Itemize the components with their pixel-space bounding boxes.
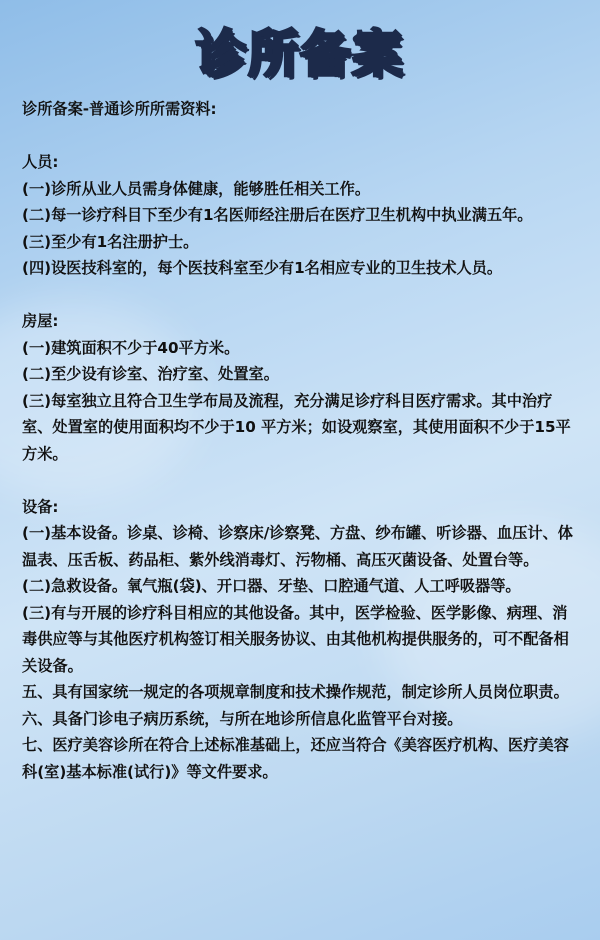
intro-line: 诊所备案-普通诊所所需资料: — [22, 100, 217, 118]
list-item: (一)诊所从业人员需身体健康，能够胜任相关工作。 — [22, 179, 371, 198]
list-item: (一)建筑面积不少于40平方米。 — [22, 338, 240, 357]
list-item: (三)至少有1名注册护士。 — [22, 232, 199, 251]
section-heading-premises: 房屋: — [22, 312, 59, 330]
list-item: (四)设医技科室的，每个医技科室至少有1名相应专业的卫生技术人员。 — [22, 259, 503, 277]
list-item: (三)有与开展的诊疗科目相应的其他设备。其中，医学检验、医学影像、病理、消毒供应等与其他医疗机构签订相关服务协议、由其他机构提供服务的，可不配备相关设备。 — [22, 603, 569, 675]
list-item: (一)基本设备。诊桌、诊椅、诊察床/诊察凳、方盘、纱布罐、听诊器、血压计、体温表、压舌板、药品柜、紫外线消毒灯、污物桶、高压灭菌设备、处置台等。 — [22, 524, 573, 569]
list-item: 五、具有国家统一规定的各项规章制度和技术操作规范，制定诊所人员岗位职责。 — [22, 683, 569, 701]
list-item: (二)每一诊疗科目下至少有1名医师经注册后在医疗卫生机构中执业满五年。 — [22, 206, 533, 224]
section-heading-equipment: 设备: — [22, 497, 59, 516]
page-title: 诊所备案 — [196, 25, 404, 83]
section-heading-personnel: 人员: — [22, 153, 59, 171]
list-item: 七、医疗美容诊所在符合上述标准基础上，还应当符合《美容医疗机构、医疗美容科(室)基本标准(试行)》等文件要求。 — [22, 736, 569, 781]
list-item: (二)急救设备。氧气瓶(袋)、开口器、牙垫、口腔通气道、人工呼吸器等。 — [22, 577, 521, 595]
list-item: (三)每室独立且符合卫生学布局及流程，充分满足诊疗科目医疗需求。其中治疗室、处置室的使用面积均不少于10 平方米；如设观察室，其使用面积不少于15平方米。 — [22, 391, 571, 463]
list-item: 六、具备门诊电子病历系统，与所在地诊所信息化监管平台对接。 — [22, 709, 463, 728]
list-item: (二)至少设有诊室、治疗室、处置室。 — [22, 365, 279, 383]
document-body — [22, 96, 582, 785]
